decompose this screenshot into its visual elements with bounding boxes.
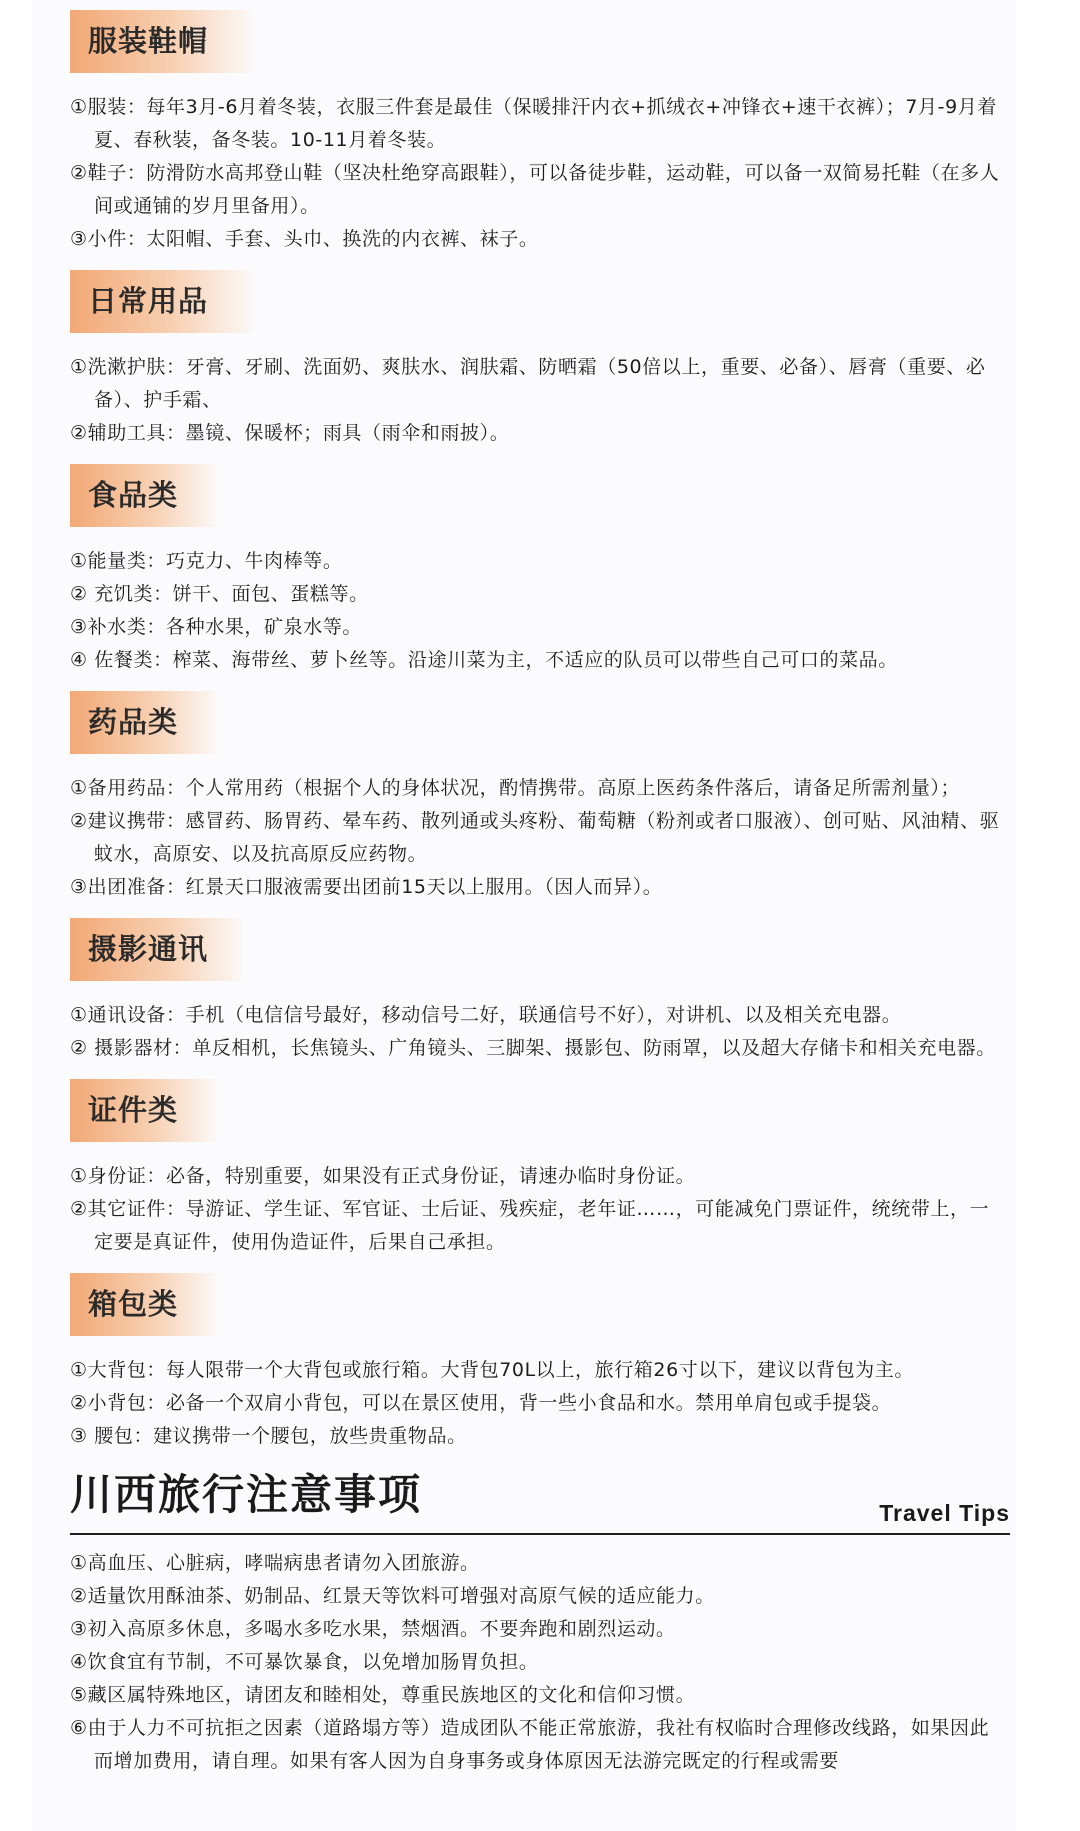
list-item: ①大背包：每人限带一个大背包或旅行箱。大背包70L以上，旅行箱26寸以下，建议以背包为主。 [70, 1359, 914, 1381]
travel-tips-header [70, 1467, 1010, 1535]
packing-list-content [70, 10, 1010, 1778]
list-item: ③补水类：各种水果，矿泉水等。 [70, 616, 363, 638]
item-list [70, 1354, 1010, 1453]
section-title: 药品类 [70, 691, 216, 754]
list-item: ⑤藏区属特殊地区，请团友和睦相处，尊重民族地区的文化和信仰习惯。 [70, 1684, 696, 1706]
list-item: ①服装：每年3月-6月着冬装，衣服三件套是最佳（保暖排汗内衣+抓绒衣+冲锋衣+速干衣裤）；7月-9月着夏、春秋装，备冬装。10-11月着冬装。 [70, 96, 997, 151]
list-item: ①能量类：巧克力、牛肉棒等。 [70, 550, 343, 572]
list-item: ④饮食宜有节制，不可暴饮暴食，以免增加肠胃负担。 [70, 1651, 539, 1673]
item-list [70, 999, 1010, 1065]
list-item: ② 充饥类：饼干、面包、蛋糕等。 [70, 583, 369, 605]
list-item: ①身份证：必备，特别重要，如果没有正式身份证，请速办临时身份证。 [70, 1165, 696, 1187]
list-item: ①洗漱护肤：牙膏、牙刷、洗面奶、爽肤水、润肤霜、防晒霜（50倍以上，重要、必备）、唇膏（重要、必备）、护手霜、 [70, 356, 986, 411]
list-item: ①备用药品：个人常用药（根据个人的身体状况，酌情携带。高原上医药条件落后，请备足所需剂量）； [70, 777, 961, 799]
section-title: 服装鞋帽 [70, 10, 252, 73]
list-item: ③小件：太阳帽、手套、头巾、换洗的内衣裤、袜子。 [70, 228, 539, 250]
list-item: ①高血压、心脏病，哮喘病患者请勿入团旅游。 [70, 1552, 480, 1574]
section-title: 食品类 [70, 464, 216, 527]
item-list [70, 351, 1010, 450]
list-item: ②辅助工具：墨镜、保暖杯；雨具（雨伞和雨披）。 [70, 422, 510, 444]
section-title: 箱包类 [70, 1273, 216, 1336]
section-title: 证件类 [70, 1079, 216, 1142]
item-list [70, 1160, 1010, 1259]
travel-tips-title: 川西旅行注意事项 [70, 1470, 423, 1519]
list-item: ②适量饮用酥油茶、奶制品、红景天等饮料可增强对高原气候的适应能力。 [70, 1585, 715, 1607]
section-daily-items [70, 270, 1010, 450]
item-list [70, 91, 1010, 256]
item-list [70, 545, 1010, 677]
list-item: ①通讯设备：手机（电信信号最好，移动信号二好，联通信号不好），对讲机、以及相关充电器。 [70, 1004, 902, 1026]
list-item: ③ 腰包：建议携带一个腰包，放些贵重物品。 [70, 1425, 467, 1447]
travel-tips-list [70, 1547, 1010, 1778]
item-list [70, 772, 1010, 904]
list-item: ③初入高原多休息，多喝水多吃水果，禁烟酒。不要奔跑和剧烈运动。 [70, 1618, 676, 1640]
list-item: ④ 佐餐类：榨菜、海带丝、萝卜丝等。沿途川菜为主，不适应的队员可以带些自己可口的菜品。 [70, 649, 898, 671]
section-luggage [70, 1273, 1010, 1453]
list-item: ②鞋子：防滑防水高邦登山鞋（坚决杜绝穿高跟鞋），可以备徒步鞋，运动鞋，可以备一双简易托鞋（在多人间或通铺的岁月里备用）。 [70, 162, 1000, 217]
list-item: ②建议携带：感冒药、肠胃药、晕车药、散列通或头疼粉、葡萄糖（粉剂或者口服液）、创可贴、风油精、驱蚊水，高原安、以及抗高原反应药物。 [70, 810, 1000, 865]
section-clothing [70, 10, 1010, 256]
section-title: 摄影通讯 [70, 918, 242, 981]
list-item: ② 摄影器材：单反相机，长焦镜头、广角镜头、三脚架、摄影包、防雨罩，以及超大存储卡和相关充电器。 [70, 1037, 996, 1059]
section-food [70, 464, 1010, 677]
travel-tips-subtitle: Travel Tips [879, 1500, 1010, 1526]
list-item: ②其它证件：导游证、学生证、军官证、士后证、残疾症，老年证……，可能减免门票证件，统统带上，一定要是真证件，使用伪造证件，后果自己承担。 [70, 1198, 990, 1253]
list-item: ⑥由于人力不可抗拒之因素（道路塌方等）造成团队不能正常旅游，我社有权临时合理修改线路，如果因此而增加费用，请自理。如果有客人因为自身事务或身体原因无法游完既定的行程或需要 [70, 1717, 990, 1772]
section-photography [70, 918, 1010, 1065]
section-medicine [70, 691, 1010, 904]
list-item: ③出团准备：红景天口服液需要出团前15天以上服用。（因人而异）。 [70, 876, 663, 898]
section-title: 日常用品 [70, 270, 252, 333]
list-item: ②小背包：必备一个双肩小背包，可以在景区使用，背一些小食品和水。禁用单肩包或手提袋。 [70, 1392, 892, 1414]
section-documents [70, 1079, 1010, 1259]
